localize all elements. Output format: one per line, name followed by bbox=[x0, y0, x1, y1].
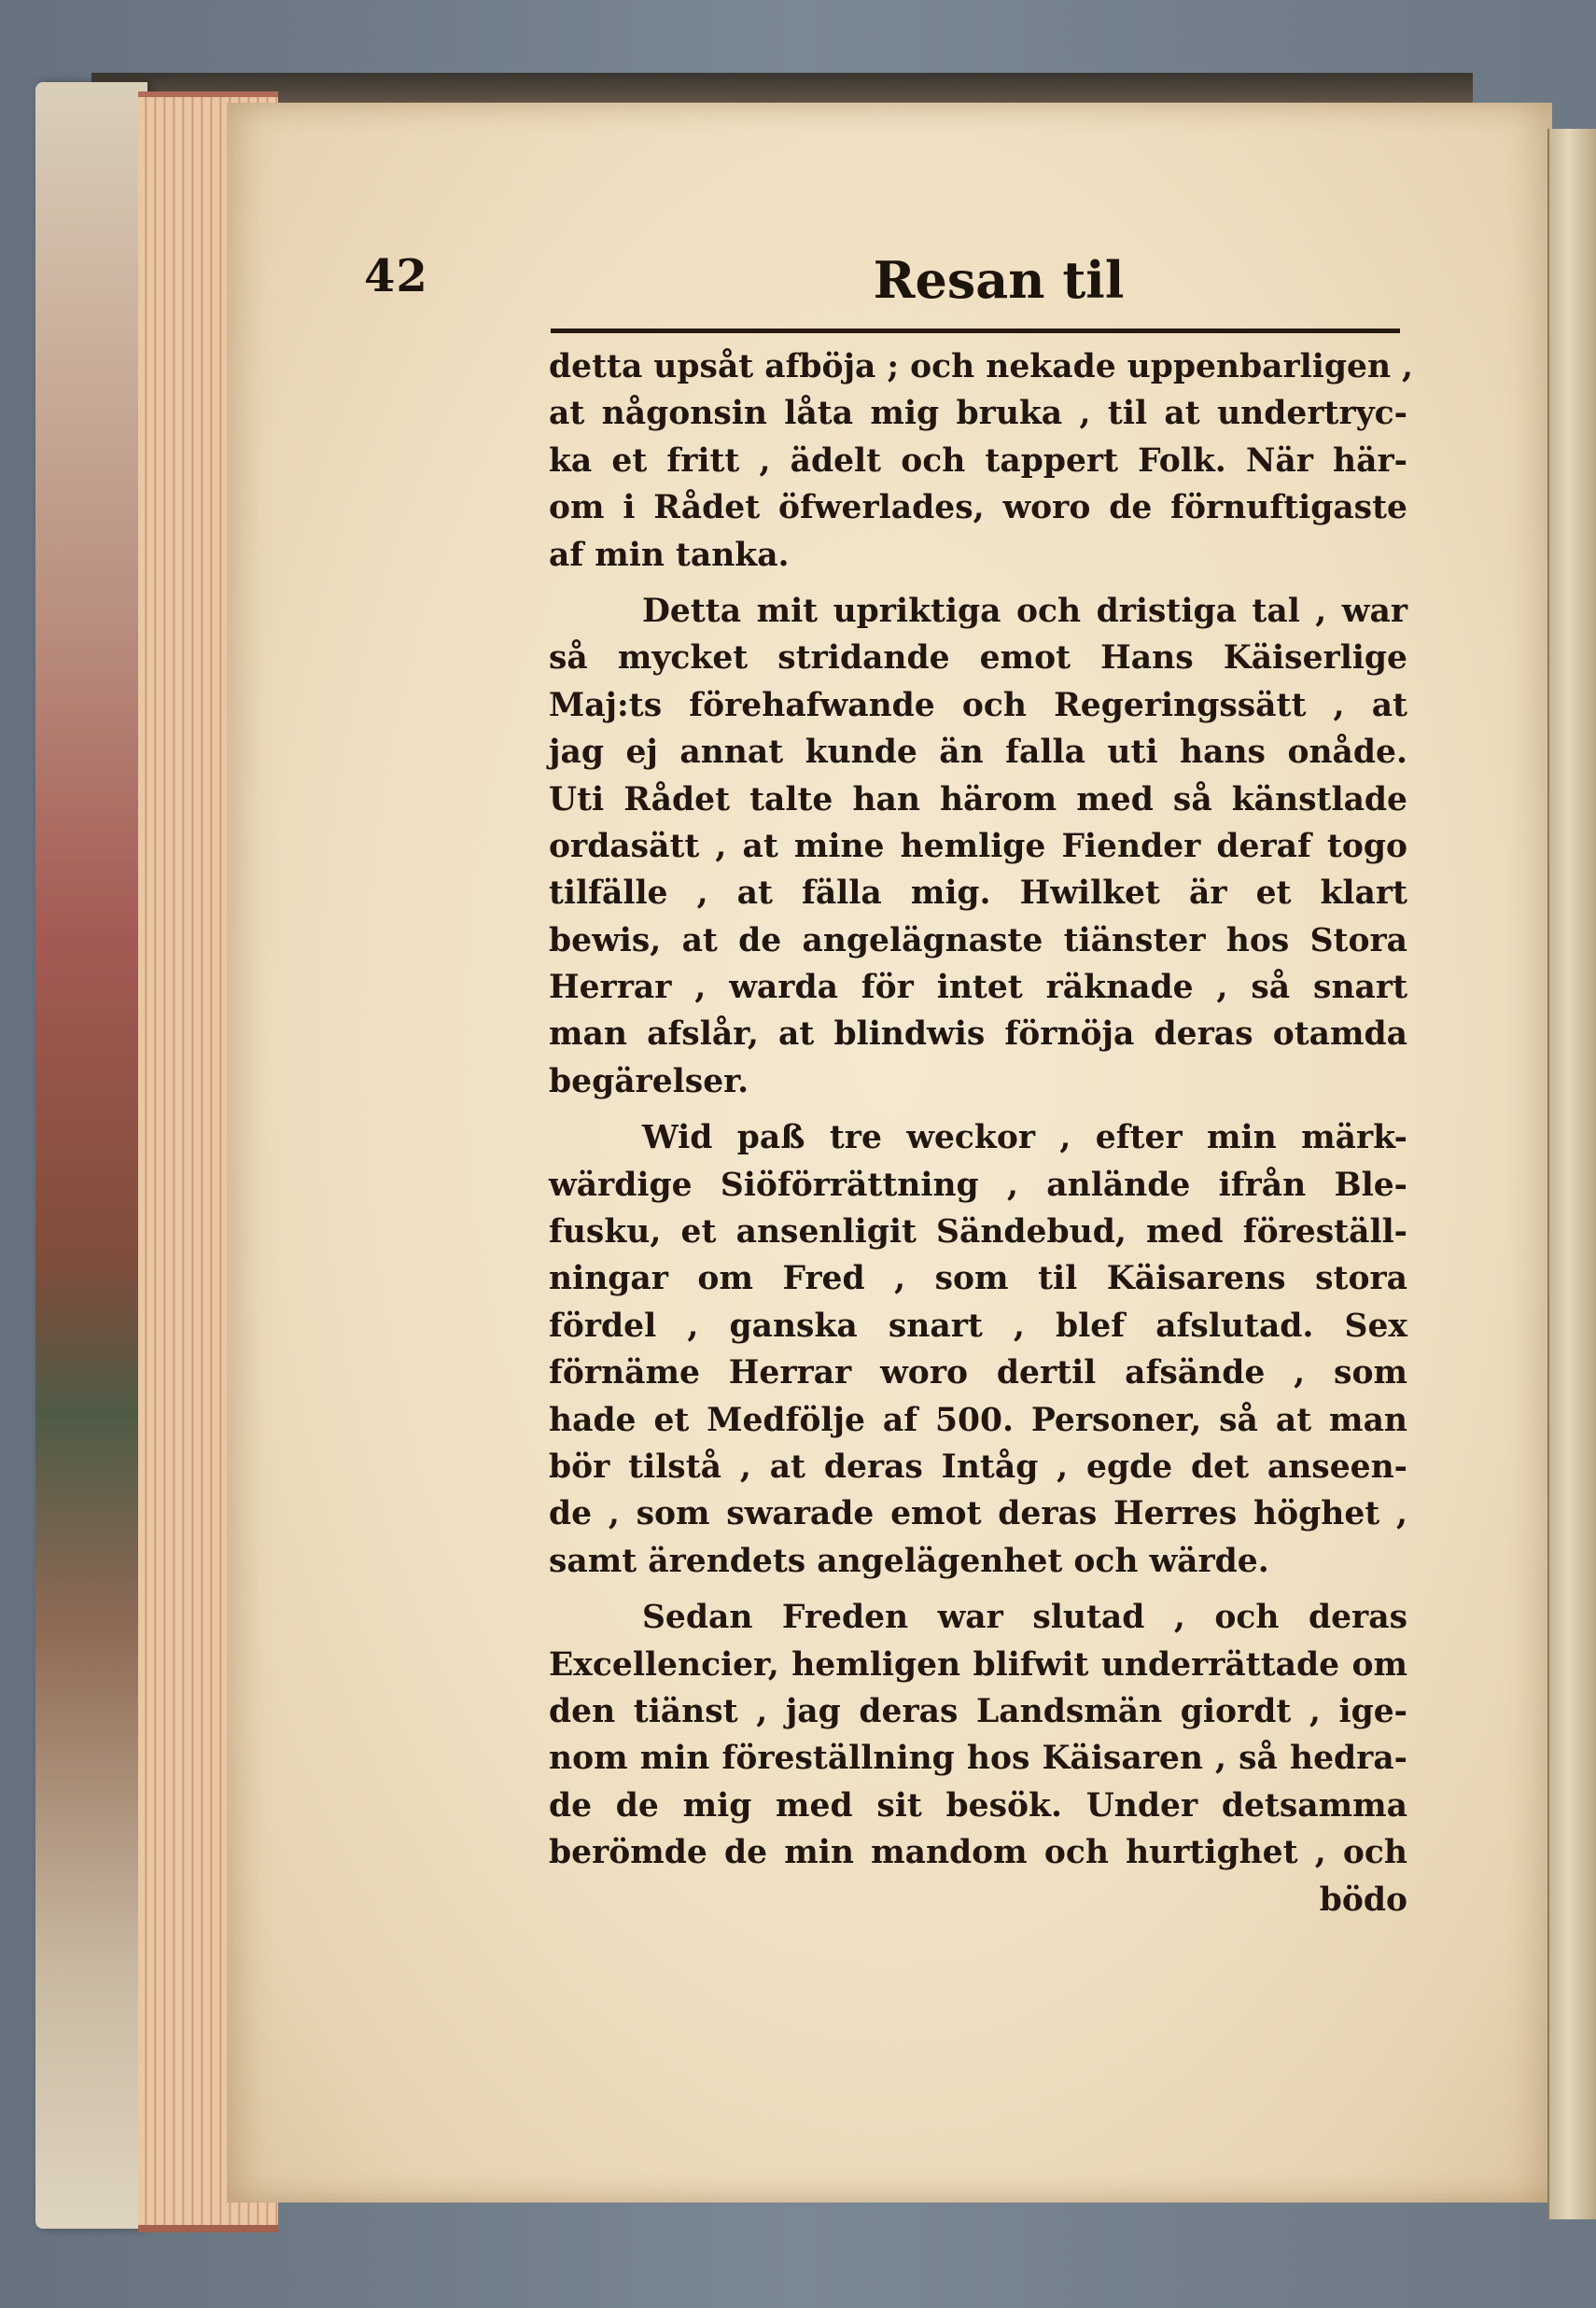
book-cover-left bbox=[35, 82, 147, 2229]
text-line: wärdige Siöförrättning , anlände ifrån Ble- bbox=[549, 1166, 1407, 1204]
text-line: hade et Medfölje af 500. Personer, så at man bbox=[549, 1401, 1407, 1439]
paragraph bbox=[549, 343, 1414, 579]
text-line: Uti Rådet talte han härom med så känstlade bbox=[549, 780, 1407, 818]
text-line: fördel , ganska snart , blef afslutad. Sex bbox=[549, 1307, 1407, 1345]
text-line: Herrar , warda för intet räknade , så snart bbox=[549, 969, 1407, 1007]
text-line: af min tanka. bbox=[549, 536, 790, 574]
text-line: de de mig med sit besök. Under detsamma bbox=[549, 1786, 1407, 1825]
text-line: jag ej annat kunde än falla uti hans onåde. bbox=[549, 734, 1407, 772]
text-line: nom min föreställning hos Käisaren , så hedra- bbox=[549, 1740, 1407, 1778]
text-line: förnäme Herrar woro dertil afsände , som bbox=[549, 1354, 1407, 1392]
body-text bbox=[549, 343, 1414, 1923]
text-line: man afslår, at blindwis förnöja deras otamda bbox=[549, 1015, 1407, 1054]
text-line: at någonsin låta mig bruka , til at undertryc- bbox=[549, 395, 1407, 433]
text-line: ka et fritt , ädelt och tappert Folk. När här- bbox=[549, 441, 1407, 480]
text-line: samt ärendets angelägenhet och wärde. bbox=[549, 1542, 1269, 1580]
text-line: om i Rådet öfwerlades, woro de förnuftigaste bbox=[549, 489, 1407, 527]
text-line: Wid paß tre weckor , efter min märk- bbox=[642, 1119, 1407, 1157]
facing-page-edge bbox=[1547, 129, 1596, 2219]
text-line: så mycket stridande emot Hans Käiserlige bbox=[549, 639, 1407, 678]
text-line: detta upsåt afböja ; och nekade uppenbarligen , bbox=[549, 348, 1414, 385]
page-header-title bbox=[551, 250, 1587, 315]
text-line: Excellencier, hemligen blifwit underrättade om bbox=[549, 1645, 1407, 1684]
paragraph-gap bbox=[549, 579, 1407, 588]
text-line: bewis, at de angelägnaste tiänster hos Stora bbox=[549, 921, 1407, 959]
paragraph-gap bbox=[549, 1585, 1407, 1594]
text-line: begärelser. bbox=[549, 1062, 749, 1100]
text-line: Sedan Freden war slutad , och deras bbox=[642, 1599, 1407, 1637]
text-line: Detta mit upriktiga och dristiga tal , war bbox=[642, 592, 1407, 630]
running-head: Resan til bbox=[873, 250, 1125, 310]
text-line: ningar om Fred , som til Käisarens stora bbox=[549, 1260, 1407, 1298]
paragraph bbox=[549, 1594, 1407, 1876]
text-line: de , som swarade emot deras Herres höghet , bbox=[549, 1495, 1407, 1533]
text-line: ordasätt , at mine hemlige Fiender deraf togo bbox=[549, 827, 1407, 865]
text-line: tilfälle , at fälla mig. Hwilket är et klart bbox=[549, 874, 1407, 913]
text-line: bör tilstå , at deras Intåg , egde det anseen- bbox=[549, 1448, 1407, 1486]
paragraph bbox=[549, 588, 1407, 1105]
text-line: den tiänst , jag deras Landsmän giordt , ige- bbox=[549, 1692, 1407, 1730]
text-line: berömde de min mandom och hurtighet , och bbox=[549, 1834, 1407, 1872]
header-rule bbox=[551, 329, 1400, 333]
text-line: fusku, et ansenligit Sändebud, med föreställ- bbox=[549, 1213, 1407, 1252]
catchword: bödo bbox=[1319, 1881, 1407, 1919]
paragraph bbox=[549, 1114, 1407, 1585]
text-line: Maj:ts förehafwande och Regeringssätt , at bbox=[549, 686, 1407, 724]
page-number: 42 bbox=[364, 250, 428, 302]
paragraph-gap bbox=[549, 1105, 1407, 1114]
